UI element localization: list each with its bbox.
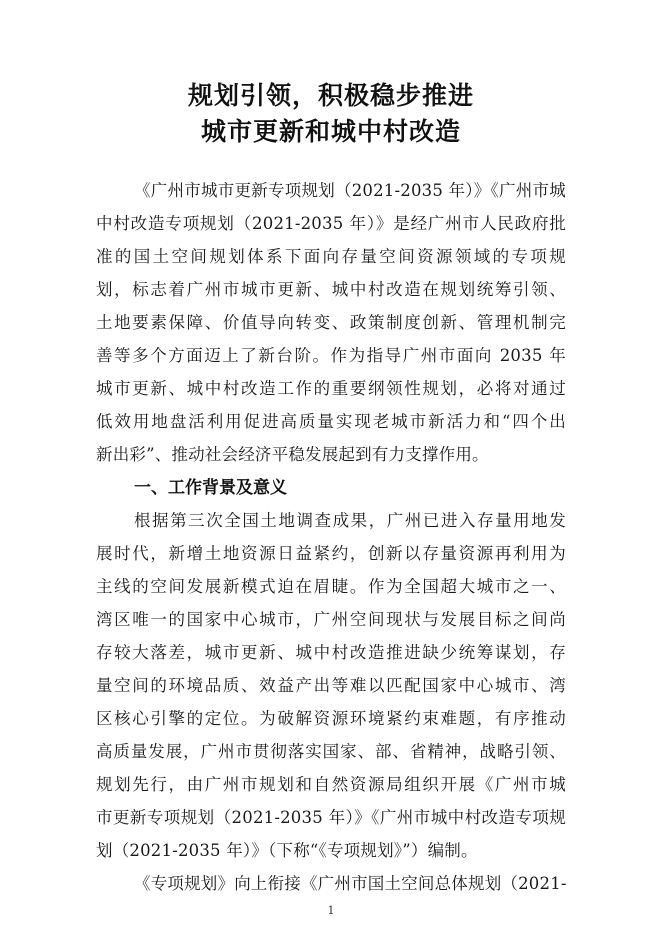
section-line: 湾区唯一的国家中心城市，广州空间现状与发展目标之间尚	[96, 610, 566, 629]
intro-line: 划，标志着广州市城市更新、城中村改造在规划统筹引领、	[96, 280, 566, 299]
intro-line: 善等多个方面迈上了新台阶。作为指导广州市面向 2035 年	[96, 346, 566, 365]
section-line: 区核心引擎的定位。为破解资源环境紧约束难题，有序推动	[96, 709, 566, 728]
intro-line: 准的国土空间规划体系下面向存量空间资源领域的专项规	[96, 247, 566, 266]
section-line: 高质量发展，广州市贯彻落实国家、部、省精神，战略引领、	[96, 742, 566, 761]
section-heading: 一、工作背景及意义	[134, 478, 287, 498]
intro-line: 中村改造专项规划（2021-2035 年）》是经广州市人民政府批	[96, 214, 566, 233]
section-line: 存较大落差，城市更新、城中村改造推进缺少统筹谋划，存	[96, 643, 566, 662]
document-title-line-2: 城市更新和城中村改造	[200, 117, 461, 146]
section-line: 展时代，新增土地资源日益紧约，创新以存量资源再利用为	[96, 544, 566, 563]
intro-line: 低效用地盘活利用促进高质量实现老城市新活力和“四个出	[96, 412, 566, 431]
section-line: 划（2021-2035 年）》（下称“《专项规划》”）编制。	[96, 841, 478, 860]
paragraph-line: 《专项规划》向上衔接《广州市国土空间总体规划（2021-	[134, 874, 567, 893]
document-title-line-1: 规划引领，积极稳步推进	[187, 81, 474, 110]
section-line: 规划先行，由广州市规划和自然资源局组织开展《广州市城	[96, 775, 566, 794]
section-line: 根据第三次全国土地调查成果，广州已进入存量用地发	[134, 511, 566, 530]
intro-line: 城市更新、城中村改造工作的重要纲领性规划，必将对通过	[96, 379, 566, 398]
section-line: 量空间的环境品质、效益产出等难以匹配国家中心城市、湾	[96, 676, 566, 695]
section-line: 市更新专项规划（2021-2035 年）》《广州市城中村改造专项规	[96, 808, 566, 827]
page-number: 1	[327, 904, 335, 917]
intro-line: 《广州市城市更新专项规划（2021-2035 年）》《广州市城	[134, 181, 566, 200]
intro-line: 新出彩”、推动社会经济平稳发展起到有力支撑作用。	[96, 445, 489, 464]
section-line: 主线的空间发展新模式迫在眉睫。作为全国超大城市之一、	[96, 577, 566, 596]
intro-line: 土地要素保障、价值导向转变、政策制度创新、管理机制完	[96, 313, 566, 332]
